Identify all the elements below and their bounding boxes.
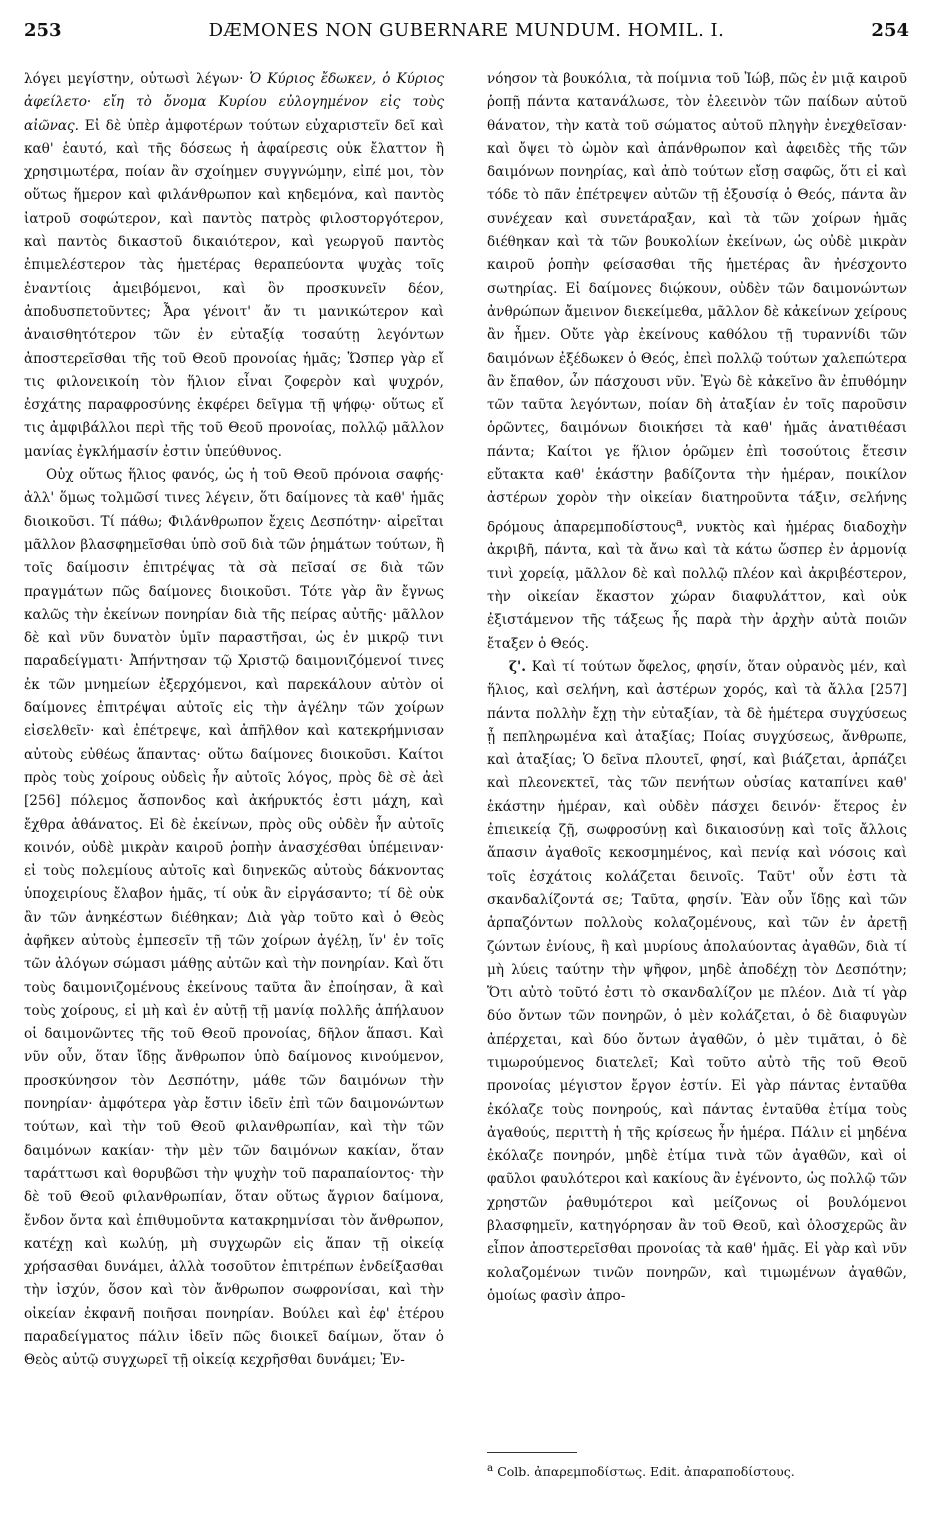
page-number-right: 254 [871,20,909,41]
footnote-rule [487,1452,577,1453]
text-run: λόγει μεγίστην, οὑτωσὶ λέγων· [24,71,250,87]
paragraph [487,656,907,1308]
footnote-text: Colb. ἀπαρεμποδίστως. Edit. ἀπαραποδίστους. [497,1464,795,1480]
paragraph [24,68,444,464]
page-number-left: 253 [24,20,62,41]
text-run: , νυκτὸς καὶ ἡμέρας διαδοχὴν ἀκριβῆ, πάντα, καὶ τὰ ἄνω καὶ τὰ κάτω ὥσπερ ἐν ἁρμονίᾳ τινὶ χορείᾳ, μᾶλλον δὲ καὶ πολλῷ πλέον καὶ ἀκριβέστερον, τὴν οἰκείαν ἕκαστον χώραν διαφυλάττον, καὶ οὐκ ἐξιστάμενον τῆς τάξεως ἧς παρὰ τὴν ἀρχὴν αὐτὰ ποιῶν ἔταξεν ὁ Θεός. [487,519,907,652]
right-column [487,68,907,1448]
footnote [487,1452,907,1481]
footnote-mark: a [487,1462,494,1474]
section-number: ζ'. [509,658,526,675]
scripture-quote: Ὁ Κύριος ἔδωκεν, ὁ Κύριος ἀφείλετο· εἴη τὸ ὄνομα Κυρίου εὐλογημένον εἰς τοὺς αἰῶνας. [24,71,444,134]
running-header [24,20,909,54]
left-column [24,68,444,1524]
text-run: νόησον τὰ βουκόλια, τὰ ποίμνια τοῦ Ἰώβ, πῶς ἐν μιᾷ καιροῦ ῥοπῇ πάντα κατανάλωσε, τὸν ἐλεεινὸν τῶν παίδων αὐτοῦ θάνατον, τὴν κατὰ τοῦ σώματος αὐτοῦ πληγὴν ἐνεχθεῖσαν· καὶ ὄψει τὸ ὠμὸν καὶ ἀπάνθρωπον καὶ ἀφειδὲς τῆς τῶν δαιμόνων πονηρίας, καὶ ἀπὸ τούτων εἴσῃ σαφῶς, ὅτι εἰ καὶ τόδε τὸ πᾶν ἐπέτρεψεν αὐτῶν τῇ ἐξουσίᾳ ὁ Θεός, πάντα ἂν συνέχεαν καὶ συνετάραξαν, καὶ τὰ τῶν χοίρων ἡμᾶς διέθηκαν καὶ τὰ τῶν βουκολίων ἐκείνων, ὡς οὐδὲ μικρὰν καιροῦ ῥοπὴν φείσασθαι τῆς ἡμετέρας ἂν ἠνέσχοντο σωτηρίας. Εἰ δαίμονες διῴκουν, οὐδὲν τῶν δαιμονώντων ἀνθρώπων ἄμεινον διεκείμεθα, μᾶλλον δὲ κἀκείνων χείρους ἂν ἦμεν. Οὔτε γὰρ ἐκείνους καθόλου τῇ τυραννίδι τῶν δαιμόνων ἐξέδωκεν ὁ Θεός, ἐπεὶ πολλῷ τούτων χαλεπώτερα ἂν ἔπαθον, ὧν πάσχουσι νῦν. Ἐγὼ δὲ κἀκεῖνο ἂν ἐπυθόμην τῶν ταῦτα λεγόντων, ποίαν δὴ ἀταξίαν ἐν τοῖς παροῦσιν ὁρῶντες, δαιμόνων διοικήσει τὰ καθ' ἡμᾶς ἀνατιθέασι πάντα; Καίτοι γε ἥλιον ὁρῶμεν ἐπὶ τοσούτοις ἔτεσιν εὔτακτα καθ' ἑκάστην βαδίζοντα τὴν ἡμέραν, ποικίλον ἀστέρων χορὸν τὴν οἰκείαν διατηροῦντα τάξιν, σελήνης δρόμους ἀπαρεμποδίστους [487,71,907,536]
text-run: Καὶ τί τούτων ὄφελος, φησίν, ὅταν οὐρανὸς μέν, καὶ ἥλιος, καὶ σελήνη, καὶ ἀστέρων χορός, καὶ τὰ ἄλλα [257] πάντα πολλὴν ἔχῃ τὴν εὐταξίαν, τὰ δὲ ἡμέτερα συγχύσεως ᾖ πεπληρωμένα καὶ ἀταξίας; Ποίας συγχύσεως, ἄνθρωπε, καὶ ἀταξίας; Ὁ δεῖνα πλουτεῖ, φησί, καὶ βιάζεται, ἁρπάζει καὶ πλεονεκτεῖ, τὰς τῶν πενήτων οὐσίας καταπίνει καθ' ἑκάστην ἡμέραν, καὶ οὐδὲν πάσχει δεινόν· ἕτερος ἐν ἐπιεικείᾳ ζῇ, σωφροσύνῃ καὶ δικαιοσύνῃ καὶ τοῖς ἄλλοις ἅπασιν ἀγαθοῖς κεκοσμημένος, καὶ πενίᾳ καὶ νόσοις καὶ τοῖς ἐσχάτοις κολάζεται δεινοῖς. Ταῦτ' οὖν ἐστι τὰ σκανδαλίζοντά σε; Ταῦτα, φησίν. Ἐὰν οὖν ἴδῃς καὶ τῶν ἁρπαζόντων πολλοὺς κολαζομένους, καὶ τῶν ἐν ἀρετῇ ζώντων ἐνίους, ἢ καὶ μυρίους ἀπολαύοντας ἀγαθῶν, διὰ τί μὴ λύεις ταύτην τὴν ψῆφον, μηδὲ ἀποδέχῃ τὸν Δεσπότην; Ὅτι αὐτὸ τοῦτό ἐστι τὸ σκανδαλίζον με πλέον. Διὰ τί γὰρ δύο ὄντων τῶν πονηρῶν, ὁ μὲν κολάζεται, ὁ δὲ διαφυγὼν ἀπέρχεται, καὶ δύο ὄντων ἀγαθῶν, ὁ μὲν τιμᾶται, ὁ δὲ τιμωρούμενος διατελεῖ; Καὶ τοῦτο αὐτὸ τῆς τοῦ Θεοῦ προνοίας μέγιστον ἔργον ἐστίν. Εἰ γὰρ πάντας ἐνταῦθα ἐκόλαζε τοὺς πονηρούς, καὶ πάντας ἐνταῦθα ἐτίμα τοὺς ἀγαθούς, περιττὴ ἡ τῆς κρίσεως ἦν ἡμέρα. Πάλιν εἰ μηδένα ἐκόλαζε πονηρόν, μηδὲ ἐτίμα τινὰ τῶν ἀγαθῶν, καὶ οἱ φαῦλοι φαυλότεροι καὶ κακίους ἂν ἐγένοντο, ὡς πολλῷ τῶν χρηστῶν ῥαθυμότεροι καὶ μείζονως οἱ βουλόμενοι βλασφημεῖν, κατηγόρησαν ἂν τοῦ Θεοῦ, καὶ ὁλοσχερῶς ἂν εἶπον ἀποστερεῖσθαι προνοίας τὰ καθ' ἡμᾶς. Εἰ γὰρ καὶ νῦν κολαζομένων τινῶν πονηρῶν, καὶ τιμωμένων ἀγαθῶν, ὁμοίως φασὶν ἀπρο- [487,658,907,1304]
paragraph: Οὐχ οὕτως ἥλιος φανός, ὡς ἡ τοῦ Θεοῦ πρόνοια σαφής· ἀλλ' ὅμως τολμῶσί τινες λέγειν, ὅτι δαίμονες τὰ καθ' ἡμᾶς διοικοῦσι. Τί πάθω; Φιλάνθρωπον ἔχεις Δεσπότην· αἱρεῖται μᾶλλον βλασφημεῖσθαι ὑπὸ σοῦ διὰ τῶν ῥημάτων τούτων, ἢ τοῖς δαίμοσιν ἐπιτρέψας τὰ σὰ πεῖσαί σε διὰ τῶν πραγμάτων πῶς δαίμονες διοικοῦσι. Τότε γὰρ ἂν ἔγνως καλῶς τὴν ἐκείνων πονηρίαν διὰ τῆς πείρας αὐτῆς· μᾶλλον δὲ καὶ νῦν δυνατὸν ὑμῖν παραστῆσαι, ὡς ἐν μικρῷ τινι παραδείγματι· Ἀπήντησαν τῷ Χριστῷ δαιμονιζόμενοί τινες ἐκ τῶν μνημείων ἐξερχόμενοι, καὶ παρεκάλουν αὐτὸν οἱ δαίμονες ἐπιτρέψαι αὐτοῖς εἰς τὴν ἀγέλην τῶν χοίρων εἰσελθεῖν· καὶ ἐπέτρεψε, καὶ ἀπῆλθον καὶ κατεκρήμνισαν αὐτοὺς εὐθέως ἅπαντας· οὕτω δαίμονες διοικοῦσι. Καίτοι πρὸς τοὺς χοίρους οὐδεὶς ἦν αὐτοῖς λόγος, πρὸς δὲ σὲ ἀεὶ [256] πόλεμος ἄσπονδος καὶ ἀκήρυκτός ἐστι μάχη, καὶ ἔχθρα ἀθάνατος. Εἰ δὲ ἐκείνων, πρὸς οὓς οὐδὲν ἦν αὐτοῖς κοινόν, οὐδὲ μικρὰν καιροῦ ῥοπὴν ἀνασχέσθαι ὑπέμειναν· εἰ τοὺς πολεμίους αὐτοῖς καὶ διηνεκῶς αὐτοὺς δάκνοντας ὑποχειρίους ἔλαβον ἡμᾶς, τί οὐκ ἂν εἰργάσαντο; τί δὲ οὐκ ἂν τῶν ἀνηκέστων διέθηκαν; Διὰ γὰρ τοῦτο καὶ ὁ Θεὸς ἀφῆκεν αὐτοὺς ἐμπεσεῖν τῇ τῶν χοίρων ἀγέλῃ, ἵν' ἐν τοῖς τῶν ἀλόγων σώμασι μάθῃς αὐτῶν καὶ τὴν πονηρίαν. Καὶ ὅτι τοὺς δαιμονιζομένους ἐκείνους ταῦτα ἂν ἐποίησαν, ἃ καὶ τοὺς χοίρους, εἰ μὴ καὶ ἐν αὐτῇ τῇ μανίᾳ πολλῆς ἀπήλαυον οἱ δαιμονῶντες τῆς τοῦ Θεοῦ προνοίας, δῆλον ἅπασι. Καὶ νῦν οὖν, ὅταν ἴδῃς ἄνθρωπον ὑπὸ δαίμονος κινούμενον, προσκύνησον τὸν Δεσπότην, μάθε τῶν δαιμόνων τὴν πονηρίαν· ἀμφότερα γὰρ ἔστιν ἰδεῖν ἐπὶ τῶν δαιμονώντων τούτων, καὶ τὴν τοῦ Θεοῦ φιλανθρωπίαν, καὶ τὴν τῶν δαιμόνων κακίαν· τὴν μὲν τῶν δαιμόνων κακίαν, ὅταν ταράττωσι καὶ θορυβῶσι τὴν ψυχὴν τοῦ παραπαίοντος· τὴν δὲ τοῦ Θεοῦ φιλανθρωπίαν, ὅταν οὕτως ἄγριον δαίμονα, ἔνδον ὄντα καὶ ἐπιθυμοῦντα κατακρημνίσαι τὸν ἄνθρωπον, κατέχῃ καὶ κωλύῃ, μὴ συγχωρῶν εἰς ἅπαν τῇ οἰκείᾳ χρήσασθαι δυνάμει, ἀλλὰ τοσοῦτον ἐπιτρέπων ἐνδείξασθαι τὴν ἰσχύν, ὅσον καὶ τὸν ἄνθρωπον σωφρονίσαι, καὶ τὴν οἰκείαν ἐκφανῆ ποιῆσαι πονηρίαν. Βούλει καὶ ἐφ' ἑτέρου παραδείγματος πάλιν ἰδεῖν πῶς διοικεῖ δαίμων, ὅταν ὁ Θεὸς αὐτῷ συγχωρεῖ τῇ οἰκείᾳ κεχρῆσθαι δυνάμει; Ἐν- [24,467,444,1369]
running-title: DÆMONES NON GUBERNARE MUNDUM. HOMIL. I. [208,20,725,41]
text-run: Εἰ δὲ ὑπὲρ ἀμφοτέρων τούτων εὐχαριστεῖν δεῖ καὶ καθ' ἑαυτό, καὶ τῆς δόσεως ἡ ἀφαίρεσις οὐκ ἔλαττον ἢ χρησιμωτέρα, ποίαν ἂν σχοίημεν συγγνώμην, εἰπέ μοι, τὸν οὕτως ἥμερον καὶ φιλάνθρωπον καὶ κηδεμόνα, καὶ παντὸς ἰατροῦ σοφώτερον, καὶ παντὸς πατρὸς φιλοστοργότερον, καὶ παντὸς δικαστοῦ δικαιότερον, καὶ γεωργοῦ παντὸς ἐπιμελέστερον τὰς ἡμετέρας θεραπεύοντα ψυχὰς τοῖς ἐναντίοις ἀμειβόμενοι, καὶ ὃν προσκυνεῖν δέον, ἀποδυσπετοῦντες; Ἆρα γένοιτ' ἄν τι μανικώτερον καὶ ἀναισθητότερον τῶν ἐν εὐταξίᾳ τοσαύτῃ λεγόντων ἀποστερεῖσθαι τῆς τοῦ Θεοῦ προνοίας ἡμᾶς; Ὥσπερ γὰρ εἴ τις φιλονεικοίη τὸν ἥλιον εἶναι ζοφερὸν καὶ ψυχρόν, ἐσχάτης παραφροσύνης ἐκφέρει δεῖγμα τῇ ψήφῳ· οὕτως εἴ τις ἀμφιβάλλοι περὶ τῆς τοῦ Θεοῦ προνοίας, πολλῷ μᾶλλον μανίας ἐγκλήμασίν ἐστιν ὑπεύθυνος. [24,117,444,460]
paragraph [487,68,907,656]
footnote-reference: a [675,514,683,529]
